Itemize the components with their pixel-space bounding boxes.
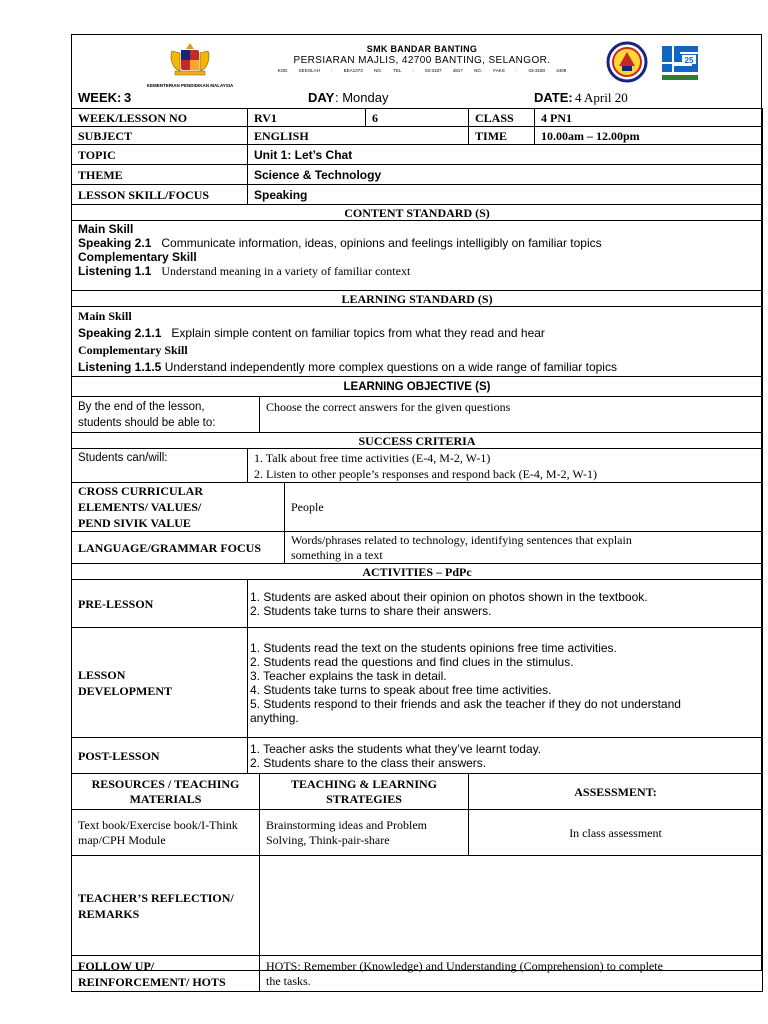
- learning-objective-title: LEARNING OBJECTIVE (S): [72, 377, 763, 397]
- row-activities-title: [72, 564, 763, 580]
- row-grammar: [72, 532, 763, 564]
- row-reflection: [72, 856, 763, 956]
- logo-number: 25: [684, 56, 694, 65]
- cs-complementary-skill: Complementary Skill: [78, 250, 197, 264]
- ministry-name: KEMENTERIAN PENDIDIKAN MALAYSIA: [146, 83, 234, 88]
- ls-complementary-skill: Complementary Skill: [78, 343, 188, 357]
- cs-speaking-text: Communicate information, ideas, opinions and feelings intelligibly on familiar topics: [161, 236, 602, 250]
- sc-item: 2. Listen to other people’s responses and respond back (E-4, M-2, W-1): [254, 466, 598, 481]
- grammar-line: something in a text: [291, 547, 383, 562]
- sc-intro: Students can/will:: [72, 449, 248, 483]
- topic-label: TOPIC: [72, 145, 248, 165]
- row-subject: [72, 127, 763, 145]
- grammar-line: Words/phrases related to technology, identifying sentences that explain: [291, 532, 632, 547]
- activity-item: 2. Students take turns to share their answers.: [250, 603, 492, 618]
- grammar-value: [285, 532, 763, 564]
- class-label: CLASS: [469, 109, 535, 127]
- cc-label-line: PEND SIVIK VALUE: [78, 516, 191, 530]
- ls-speaking-text: Explain simple content on familiar topics from what they read and hear: [171, 326, 545, 340]
- skill-label: LESSON SKILL/FOCUS: [72, 185, 248, 205]
- strat-value-line: Brainstorming ideas and Problem: [266, 817, 427, 832]
- ls-main-skill: Main Skill: [78, 309, 132, 323]
- row-skill: [72, 185, 763, 205]
- week-row: [78, 87, 758, 107]
- learning-objective-text: Choose the correct answers for the given questions: [260, 397, 763, 433]
- school-code: KOD SEKOLAH : BEA1073: [277, 68, 363, 73]
- subject-label: SUBJECT: [72, 127, 248, 145]
- activity-item: 4. Students take turns to speak about free time activities.: [250, 682, 552, 697]
- learning-standard-body: [72, 307, 763, 377]
- week-lesson-value: RV1: [248, 109, 366, 127]
- activity-item: 1. Teacher asks the students what they’ve learnt today.: [250, 741, 542, 756]
- activities-title: ACTIVITIES – PdPc: [72, 564, 763, 580]
- post-lesson-label: POST-LESSON: [72, 738, 248, 774]
- follow-up-value: [260, 956, 763, 992]
- assessment-value: In class assessment: [469, 810, 763, 856]
- row-pre-lesson: [72, 580, 763, 628]
- lo-intro-1: By the end of the lesson,: [78, 400, 205, 413]
- row-learning-objective: [72, 397, 763, 433]
- row-learning-objective-title: [72, 377, 763, 397]
- sc-items: [248, 449, 763, 483]
- activity-item: 1. Students read the text on the students opinions free time activities.: [250, 640, 617, 655]
- lo-intro-2: students should be able to:: [78, 416, 216, 429]
- day-value: : Monday: [335, 90, 389, 105]
- row-resources: [72, 810, 763, 856]
- time-value: 10.00am – 12.00pm: [535, 127, 763, 145]
- resources-head: [72, 774, 260, 810]
- assessment-head: ASSESSMENT:: [469, 774, 763, 810]
- follow-up-label-line: FOLLOW UP/: [78, 958, 155, 973]
- strat-value-line: Solving, Think-pair-share: [266, 832, 390, 847]
- row-topic: [72, 145, 763, 165]
- row-content-standard: [72, 221, 763, 291]
- activity-item: 1. Students are asked about their opinion on photos shown in the textbook.: [250, 589, 648, 604]
- date-value: 4 April 20: [575, 90, 628, 105]
- row-learning-standard-title: [72, 291, 763, 307]
- cs-speaking-code: Speaking 2.1: [78, 236, 152, 250]
- row-week-lesson: [72, 109, 763, 127]
- time-label: TIME: [469, 127, 535, 145]
- school-tel: NO. TEL : 03-3187 4817: [373, 68, 463, 73]
- pre-lesson-items: [248, 580, 763, 628]
- cc-label-line: ELEMENTS/ VALUES/: [78, 500, 202, 514]
- strat-head-line: TEACHING & LEARNING: [291, 776, 438, 791]
- cc-label-line: CROSS CURRICULAR: [78, 484, 204, 498]
- resources-value: [72, 810, 260, 856]
- activity-item: anything.: [250, 710, 299, 725]
- activity-item: 2. Students share to the class their answers.: [250, 755, 487, 770]
- ministry-block: [130, 41, 250, 88]
- follow-up-line: the tasks.: [266, 973, 311, 988]
- sc-item: 1. Talk about free time activities (E-4, M-2, W-1): [254, 450, 491, 465]
- cs-main-skill: Main Skill: [78, 222, 134, 236]
- theme-label: THEME: [72, 165, 248, 185]
- cs-listening-text: Understand meaning in a variety of familiar context: [161, 264, 411, 278]
- lesson-number: 6: [366, 109, 469, 127]
- row-learning-standard: [72, 307, 763, 377]
- content-standard-title: CONTENT STANDARD (S): [72, 205, 763, 221]
- row-resources-head: [72, 774, 763, 810]
- row-cross-curricular: [72, 483, 763, 532]
- theme-value: Science & Technology: [248, 165, 763, 185]
- row-follow-up: [72, 956, 763, 992]
- reflection-label-line: REMARKS: [78, 906, 140, 921]
- strategies-value: [260, 810, 469, 856]
- activity-item: 2. Students read the questions and find clues in the stimulus.: [250, 654, 574, 669]
- ls-speaking-code: Speaking 2.1.1: [78, 326, 162, 340]
- week-label: WEEK:: [78, 90, 122, 105]
- ls-listening-text: Understand independently more complex questions on a wide range of familiar topics: [164, 360, 617, 374]
- success-criteria-title: SUCCESS CRITERIA: [72, 433, 763, 449]
- day-label: DAY: [308, 90, 335, 105]
- lesson-development-label: [72, 628, 248, 738]
- coat-of-arms-icon: [167, 41, 213, 77]
- week-lesson-label: WEEK/LESSON NO: [72, 109, 248, 127]
- row-content-standard-title: [72, 205, 763, 221]
- dev-label-line: DEVELOPMENT: [78, 683, 173, 698]
- cs-listening-code: Listening 1.1: [78, 264, 152, 278]
- row-lesson-development: [72, 628, 763, 738]
- lesson-plan-table: [71, 108, 763, 992]
- grammar-label: LANGUAGE/GRAMMAR FOCUS: [72, 532, 285, 564]
- row-success-criteria-title: [72, 433, 763, 449]
- subject-value: ENGLISH: [248, 127, 469, 145]
- cross-curricular-label: [72, 483, 285, 532]
- lesson-plan-sheet: [71, 34, 762, 989]
- res-head-line: MATERIALS: [129, 791, 202, 806]
- topic-value: Unit 1: Let’s Chat: [248, 145, 763, 165]
- class-value: 4 PN1: [535, 109, 763, 127]
- ls-listening-code: Listening 1.1.5: [78, 360, 162, 374]
- strategies-head: [260, 774, 469, 810]
- school-fax: NO. FAKS : 03-3180 2409: [474, 68, 567, 73]
- week-value: 3: [124, 90, 132, 105]
- school-badge-icon: [606, 41, 648, 83]
- row-success-criteria: [72, 449, 763, 483]
- school-block: [272, 44, 572, 73]
- follow-up-line: HOTS: Remember (Knowledge) and Understanding (Comprehension) to complete: [266, 958, 663, 973]
- strat-head-line: STRATEGIES: [326, 791, 402, 806]
- school-name: SMK BANDAR BANTING: [366, 44, 478, 54]
- dev-label-line: LESSON: [78, 667, 126, 682]
- school-contacts: [272, 68, 572, 73]
- reflection-label-line: TEACHER’S REFLECTION/: [78, 890, 234, 905]
- school-address: PERSIARAN MAJLIS, 42700 BANTING, SELANGOR.: [293, 55, 551, 66]
- reflection-label: [72, 856, 260, 956]
- follow-up-label-line: REINFORCEMENT/ HOTS: [78, 974, 226, 989]
- reflection-value: [260, 856, 763, 956]
- follow-up-label: [72, 956, 260, 992]
- row-theme: [72, 165, 763, 185]
- learning-objective-intro: [72, 397, 260, 433]
- lesson-development-items: [248, 628, 763, 738]
- date-label: DATE:: [534, 90, 573, 105]
- row-post-lesson: [72, 738, 763, 774]
- anniversary-logo-icon: [658, 40, 702, 84]
- activity-item: 5. Students respond to their friends and ask the teacher if they do not understand: [250, 696, 681, 711]
- res-value-line: map/CPH Module: [78, 832, 166, 847]
- res-head-line: RESOURCES / TEACHING: [91, 776, 240, 791]
- content-standard-body: [72, 221, 763, 291]
- letterhead: [72, 35, 761, 87]
- activity-item: 3. Teacher explains the task in detail.: [250, 668, 447, 683]
- learning-standard-title: LEARNING STANDARD (S): [72, 291, 763, 307]
- pre-lesson-label: PRE-LESSON: [72, 580, 248, 628]
- post-lesson-items: [248, 738, 763, 774]
- res-value-line: Text book/Exercise book/I-Think: [78, 817, 238, 832]
- skill-value: Speaking: [248, 185, 763, 205]
- cross-curricular-value: People: [285, 483, 763, 532]
